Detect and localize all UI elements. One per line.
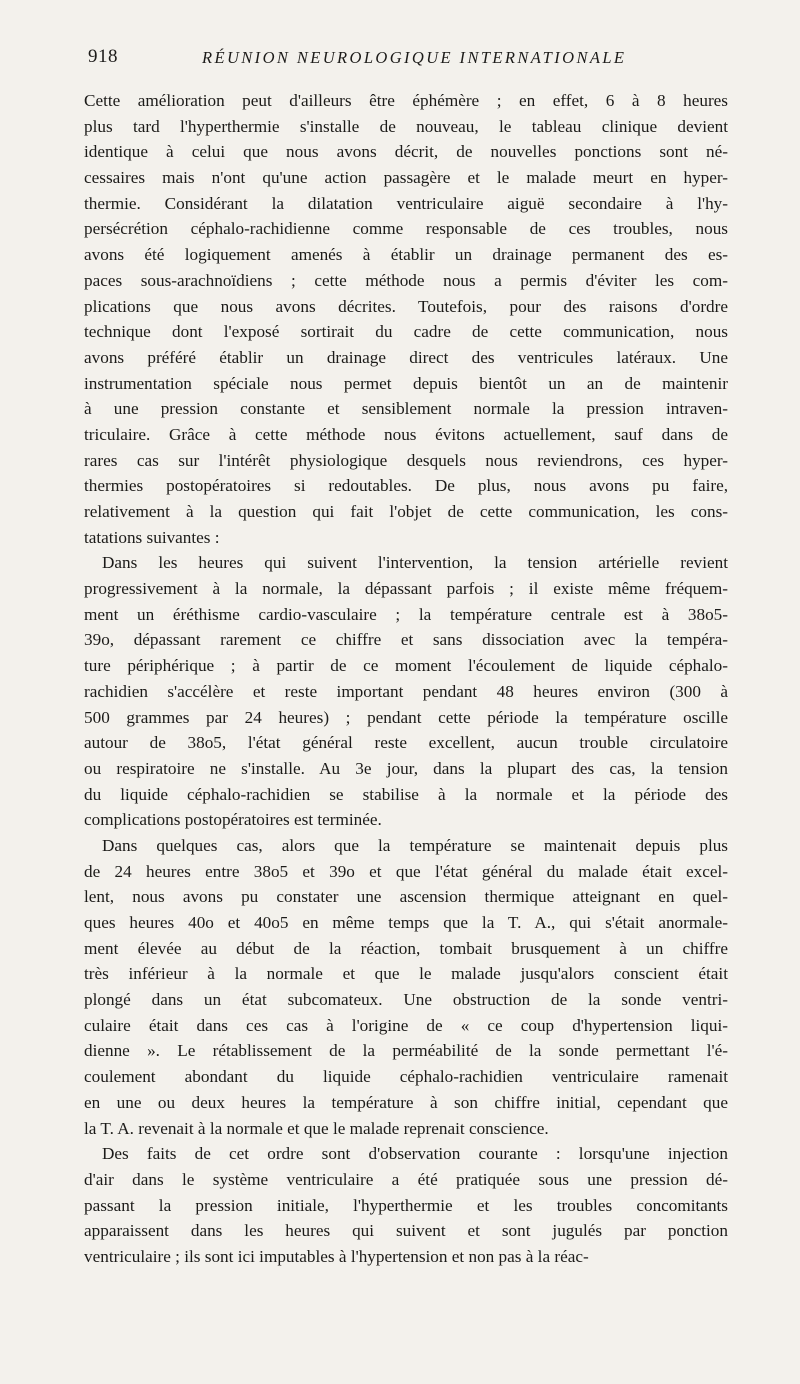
text-line: rares cas sur l'intérêt physiologique desquels nous reviendrons, ces hyper- xyxy=(84,450,728,470)
text-line: cessaires mais n'ont qu'une action passagère et le malade meurt en hyper- xyxy=(84,168,728,188)
text-line: 500 grammes par 24 heures) ; pendant cette période la température oscille xyxy=(84,707,728,727)
text-line: progressivement à la normale, la dépassant parfois ; il existe même fréquem- xyxy=(84,579,728,599)
text-line: ture périphérique ; à partir de ce moment l'écoulement de liquide céphalo- xyxy=(84,656,728,676)
text-line: technique dont l'exposé sortirait du cadre de cette communication, nous xyxy=(84,322,728,342)
text-line: triculaire. Grâce à cette méthode nous évitons actuellement, sauf dans de xyxy=(84,424,728,444)
text-line: ment un éréthisme cardio-vasculaire ; la température centrale est à 38o5- xyxy=(84,604,728,624)
text-line: ventriculaire ; ils sont ici imputables à l'hypertension et non pas à la réac- xyxy=(84,1246,589,1266)
text-line: identique à celui que nous avons décrit, de nouvelles ponctions sont né- xyxy=(84,142,728,162)
text-line: rachidien s'accélère et reste important pendant 48 heures environ (300 à xyxy=(84,681,728,701)
text-line: ques heures 40o et 40o5 en même temps que la T. A., qui s'était anormale- xyxy=(84,913,728,932)
text-line: Des faits de cet ordre sont d'observation courante : lorsqu'une injection xyxy=(102,1144,728,1164)
text-line: ment élevée au début de la réaction, tombait brusquement à un chiffre xyxy=(84,938,728,958)
text-line: paces sous-arachnoïdiens ; cette méthode nous a permis d'éviter les com- xyxy=(84,270,728,290)
text-line: lent, nous avons pu constater une ascension thermique atteignant en quel- xyxy=(84,887,728,907)
text-line: en une ou deux heures la température à son chiffre initial, cependant que xyxy=(84,1092,728,1112)
text-line: d'air dans le système ventriculaire a été pratiquée sous une pression dé- xyxy=(84,1169,728,1189)
paragraph xyxy=(84,833,728,1141)
text-line: plongé dans un état subcomateux. Une obstruction de la sonde ventri- xyxy=(84,990,728,1010)
body-text xyxy=(84,88,728,1270)
text-line: thermies postopératoires si redoutables. De plus, nous avons pu faire, xyxy=(84,476,728,496)
page-header xyxy=(84,46,716,76)
text-line: coulement abondant du liquide céphalo-rachidien ventriculaire ramenait xyxy=(84,1067,728,1087)
text-line: thermie. Considérant la dilatation ventriculaire aiguë secondaire à l'hy- xyxy=(84,193,728,213)
text-line: 39o, dépassant rarement ce chiffre et sans dissociation avec la tempéra- xyxy=(84,630,728,650)
paragraph xyxy=(84,88,728,550)
text-line: plications que nous avons décrites. Toutefois, pour des raisons d'ordre xyxy=(84,296,728,316)
running-title: RÉUNION NEUROLOGIQUE INTERNATIONALE xyxy=(202,48,627,67)
text-line: de 24 heures entre 38o5 et 39o et que l'état général du malade était excel- xyxy=(84,861,728,881)
paragraph xyxy=(84,1141,728,1269)
text-line: relativement à la question qui fait l'objet de cette communication, les cons- xyxy=(84,502,728,521)
text-line: persécrétion céphalo-rachidienne comme responsable de ces troubles, nous xyxy=(84,219,728,239)
text-line: complications postopératoires est terminée. xyxy=(84,810,382,830)
text-line: avons préféré établir un drainage direct des ventricules latéraux. Une xyxy=(84,347,728,367)
text-line: Dans quelques cas, alors que la température se maintenait depuis plus xyxy=(102,835,728,855)
text-line: passant la pression initiale, l'hyperthermie et les troubles concomitants xyxy=(84,1195,728,1215)
text-line: du liquide céphalo-rachidien se stabilise à la normale et la période des xyxy=(84,784,728,804)
text-line: plus tard l'hyperthermie s'installe de nouveau, le tableau clinique devient xyxy=(84,116,728,136)
text-line: la T. A. revenait à la normale et que le malade reprenait conscience. xyxy=(84,1118,549,1138)
paragraph xyxy=(84,550,728,833)
text-line: Cette amélioration peut d'ailleurs être éphémère ; en effet, 6 à 8 heures xyxy=(84,91,728,110)
text-line: Dans les heures qui suivent l'intervention, la tension artérielle revient xyxy=(102,553,728,573)
text-line: à une pression constante et sensiblement normale la pression intraven- xyxy=(84,399,728,419)
text-line: apparaissent dans les heures qui suivent et sont jugulés par ponction xyxy=(84,1221,728,1241)
text-line: ou respiratoire ne s'installe. Au 3e jour, dans la plupart des cas, la tension xyxy=(84,758,728,778)
text-line: instrumentation spéciale nous permet depuis bientôt un an de maintenir xyxy=(84,373,728,393)
text-line: autour de 38o5, l'état général reste excellent, aucun trouble circulatoire xyxy=(84,733,728,753)
text-line: culaire était dans ces cas à l'origine de « ce coup d'hypertension liqui- xyxy=(84,1015,728,1035)
page-number: 918 xyxy=(88,46,118,67)
text-line: dienne ». Le rétablissement de la perméabilité de la sonde permettant l'é- xyxy=(84,1041,728,1061)
text-line: très inférieur à la normale et que le malade jusqu'alors conscient était xyxy=(84,964,728,984)
text-line: tatations suivantes : xyxy=(84,527,220,547)
text-line: avons été logiquement amenés à établir un drainage permanent des es- xyxy=(84,245,728,265)
